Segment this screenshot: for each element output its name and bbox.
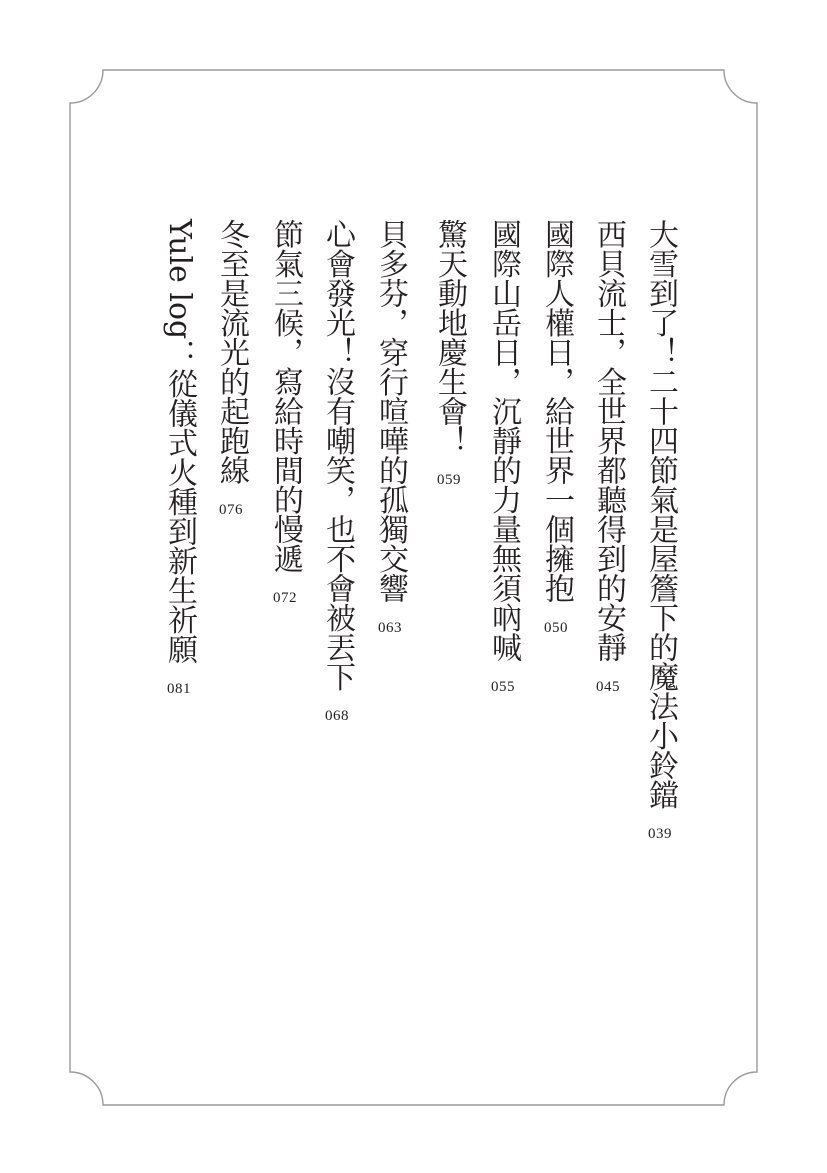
- toc-entry-10[interactable]: [157, 219, 201, 698]
- toc-entry-page-number: 068: [325, 708, 349, 724]
- toc-entry-title-latin: Yule log: [162, 219, 197, 340]
- toc-entry-8[interactable]: [263, 219, 307, 607]
- toc-entry-page-number: 050: [544, 619, 568, 636]
- toc-entry-page-number: 072: [273, 590, 297, 606]
- toc-entry-page-number: 059: [437, 472, 461, 488]
- toc-entry-page-number: 055: [491, 678, 515, 695]
- toc-entry-9[interactable]: [209, 219, 253, 519]
- toc-entry-title: 貝多芬，穿行喧嘩的孤獨交響: [373, 219, 408, 603]
- toc-entry-title: 冬至是流光的起跑線: [214, 219, 249, 485]
- toc-entry-5[interactable]: [427, 219, 471, 489]
- toc-entry-3[interactable]: [534, 219, 578, 637]
- toc-entry-page-number: 081: [167, 680, 191, 697]
- toc-entry-1[interactable]: [638, 219, 682, 843]
- toc-entry-title: 國際人權日，給世界一個擁抱: [539, 219, 574, 603]
- toc-entry-title: 驚天動地慶生會！: [432, 219, 467, 455]
- toc-entry-title: [157, 219, 201, 664]
- toc-entry-7[interactable]: [315, 219, 359, 725]
- toc-entry-6[interactable]: [368, 219, 412, 637]
- toc-entry-title: 西貝流士，全世界都聽得到的安靜: [591, 219, 626, 662]
- toc-entry-title: 節氣三候，寫給時間的慢遞: [268, 219, 303, 573]
- toc-entry-page-number: 063: [378, 619, 402, 636]
- toc-entry-title-rest: ：從儀式火種到新生祈願: [162, 339, 197, 664]
- toc-entry-page-number: 076: [219, 501, 243, 518]
- toc-entry-title: 國際山岳日，沉靜的力量無須吶喊: [486, 219, 521, 662]
- toc-entry-title: 大雪到了！二十四節氣是屋簷下的魔法小鈴鐺: [643, 219, 678, 809]
- toc-entry-title: 心會發光！沒有嘲笑，也不會被丟下: [320, 219, 355, 691]
- toc-entry-4[interactable]: [481, 219, 525, 696]
- toc-entry-2[interactable]: [586, 219, 630, 696]
- toc-entry-page-number: 039: [648, 826, 672, 842]
- toc-entry-page-number: 045: [596, 678, 620, 695]
